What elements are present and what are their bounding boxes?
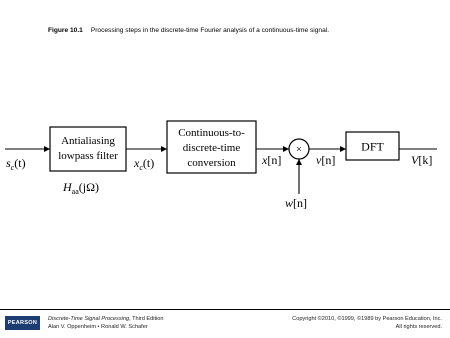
signal-label-vn: v[n]	[316, 153, 336, 167]
multiplier-symbol: ×	[295, 143, 303, 156]
filter-label-line-1: Antialiasing	[61, 135, 115, 147]
pearson-logo: PEARSON	[5, 316, 40, 330]
signal-label-xn: x[n]	[262, 153, 282, 167]
signal-label-sc: $s_c(t)$	[6, 156, 26, 172]
figure-label: Figure 10.1	[48, 27, 83, 34]
c-to-d-block	[167, 121, 256, 173]
dft-label: DFT	[361, 139, 384, 154]
book-authors: Alan V. Oppenheim • Ronald W. Schafer	[48, 324, 148, 330]
copyright-notice	[292, 315, 442, 331]
cd-label-line-2: discrete-time	[182, 142, 241, 154]
antialiasing-filter-block	[50, 127, 126, 171]
footer-divider	[0, 309, 450, 310]
multiplier-node	[289, 139, 309, 159]
filter-response-label: $H_{aa}(j\Omega)$	[63, 180, 100, 196]
dft-block	[346, 132, 399, 160]
signal-label-xc: $x_c(t)$	[134, 156, 155, 172]
copyright-line: Copyright ©2010, ©1999, ©1989 by Pearson Education, Inc.	[292, 316, 442, 322]
book-edition: , Third Edition	[129, 316, 164, 322]
filter-label-line-2: lowpass filter	[58, 150, 118, 162]
rights-line: All rights reserved.	[395, 324, 442, 330]
book-credit	[48, 315, 164, 331]
cd-label-line-3: conversion	[187, 157, 236, 169]
signal-label-vk: V[k]	[411, 153, 433, 167]
book-title-line	[48, 315, 164, 323]
signal-label-wn: w[n]	[285, 196, 308, 210]
book-title: Discrete-Time Signal Processing	[48, 316, 130, 322]
cd-label-line-1: Continuous-to-	[178, 127, 245, 139]
caption-text: Processing steps in the discrete-time Fourier analysis of a continuous-time signal.	[90, 27, 330, 34]
